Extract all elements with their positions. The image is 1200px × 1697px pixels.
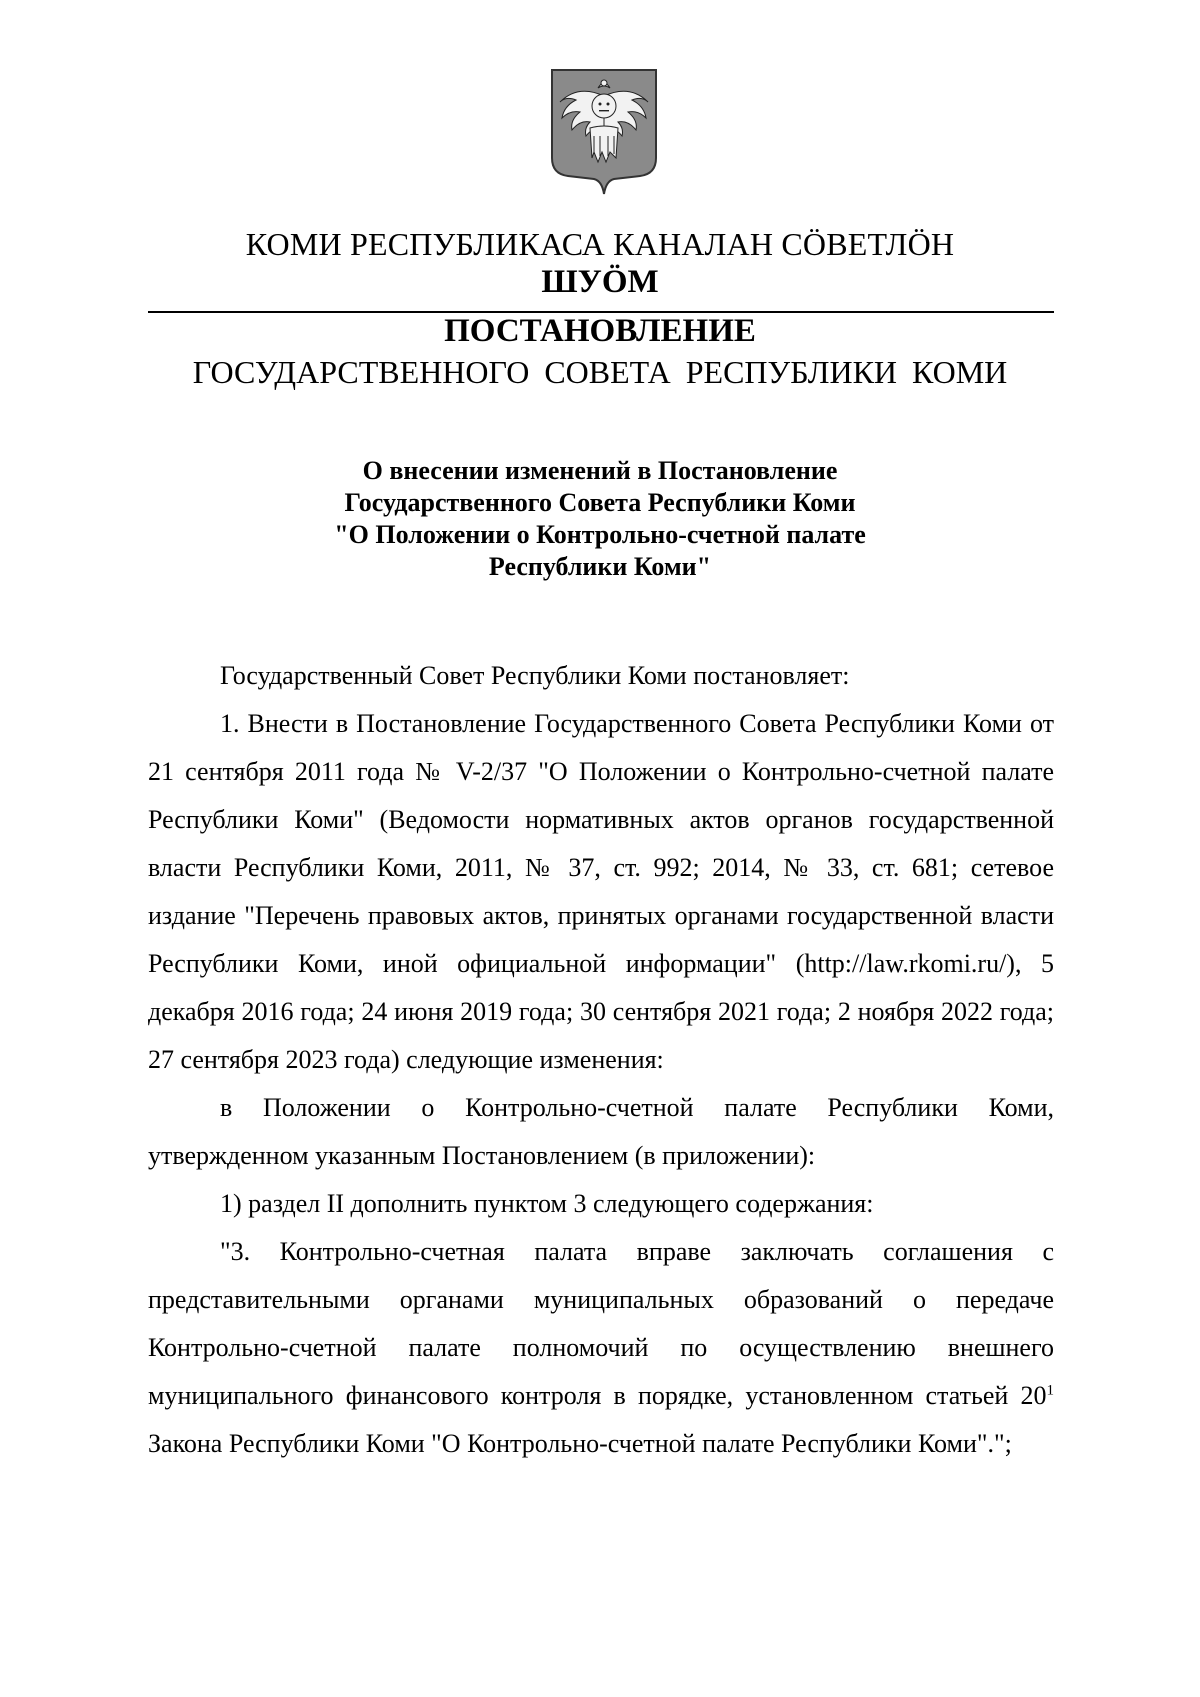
body-paragraph-preamble: Государственный Совет Республики Коми постановляет: [220,661,850,690]
document-body [148,652,1054,1468]
document-title-line: "О Положении о Контрольно-счетной палате [334,520,866,549]
header-postanovlenie: ПОСТАНОВЛЕНИЕ [444,313,756,349]
header-issuing-body: ГОСУДАРСТВЕННОГО СОВЕТА РЕСПУБЛИКИ КОМИ [192,354,1008,390]
quote-text-end: Закона Республики Коми "О Контрольно-счетной палате Республики Коми"."; [148,1429,1012,1458]
document-title [0,455,1200,583]
quote-text: "3. Контрольно-счетная палата вправе заключать соглашения с представительными органами муниципальных образований о передаче Контрольно-счетной палате полномочий по осуществлению внешнего муниципального финансового контроля в порядке, установленном статьей 20 [148,1237,1054,1410]
body-paragraph-subitem-1: 1) раздел II дополнить пунктом 3 следующего содержания: [220,1189,874,1218]
header-komi-title: КОМИ РЕСПУБЛИКАСА КАНАЛАН СÖВЕТЛÖН [245,226,955,262]
document-title-line: О внесении изменений в Постановление [362,456,838,485]
article-superscript: 1 [1046,1382,1054,1399]
document-title-line: Государственного Совета Республики Коми [344,488,856,517]
coat-of-arms-emblem [548,66,660,198]
header-shuom: ШУÖМ [541,264,659,300]
document-title-line: Республики Коми" [488,552,712,581]
body-paragraph-item-1: 1. Внести в Постановление Государственного Совета Республики Коми от 21 сентября 2011 года № V-2/37 "О Положении о Контрольно-счетной палате Республики Коми" (Ведомости нормативных актов органов государственной власти Республики Коми, 2011, № 37, ст. 992; 2014, № 33, ст. 681; сетевое издание "Перечень правовых актов, принятых органами государственной власти Республики Коми, иной официальной информации" (http://law.rkomi.ru/), 5 декабря 2016 года; 24 июня 2019 года; 30 сентября 2021 года; 2 ноября 2022 года; 27 сентября 2023 года) следующие изменения: [148,709,1054,1074]
body-paragraph-quote [148,1228,1054,1468]
body-paragraph-regulation: в Положении о Контрольно-счетной палате Республики Коми, утвержденном указанным Постановлением (в приложении): [148,1093,1054,1170]
